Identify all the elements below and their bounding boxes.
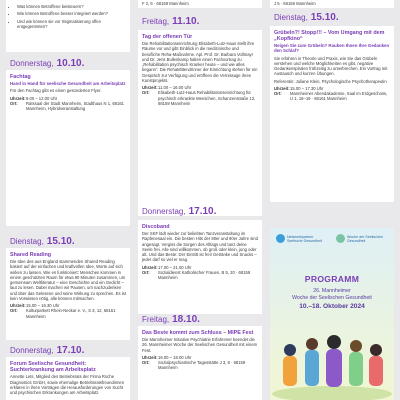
place-label: Ort: (274, 91, 282, 97)
time-value: 11.00 – 16.00 Uhr (158, 85, 192, 91)
people-illustration (270, 316, 394, 400)
time-label: Uhrzeit: (10, 303, 26, 309)
day-date: 15.10. (46, 236, 75, 247)
event-text: Sie erfahren in Theorie und Praxis, wie Sie das Grübeln verstehen und welche Möglichkeiten es gibt, negative Gedankenspiralen frühzeitig zu unterbrechen. Ein Vortrag mit Austausch und kurzen Übungen. (274, 55, 388, 77)
logo-mark-icon (276, 234, 285, 243)
time-value: 17.00 – 21.00 Uhr (158, 264, 192, 270)
event-title: Tag der offenen Tür (142, 34, 193, 40)
day-date: 10.10. (56, 58, 85, 69)
event-title: Das Beste kommt zum Schluss – MIPE Fest (142, 330, 254, 336)
place-label: Ort: (142, 269, 150, 275)
place-label: Ort: (142, 360, 150, 366)
person-head (370, 344, 382, 356)
event-title: Grübeln?! Stopp!!! – Vom Umgang mit dem „Kopfkino“ (274, 30, 385, 43)
place-value: Kulturparkett Rhein-Neckar e. V., S 3, 12, 68161 Mannheim (26, 308, 116, 319)
event-card-mipe-fest (138, 326, 262, 400)
logo-text: Netzwerkpartner Seelische Gesundheit (287, 234, 322, 243)
event-subtitle: Neigen Sie zum Grübeln? Rauben Ihnen Ihre Gedanken den Schlaf? (274, 43, 390, 54)
place-label: Ort: (142, 90, 150, 96)
day-date: 18.10. (172, 314, 200, 325)
address-text: F 2, 6 · 68159 Mannheim (142, 1, 189, 6)
place-value: Sozialpsychiatrische Tagesstätte J 3, 8 · 68159 Mannheim (158, 360, 246, 371)
time-label: Uhrzeit: (274, 85, 290, 91)
logo-woche (336, 234, 388, 243)
event-meta (10, 96, 126, 112)
place-value: Ratssaal der Stadt Mannheim, Stadthaus N 1, 68161 Mannheim, Hybridveranstaltung (26, 100, 124, 112)
column-1 (6, 0, 130, 400)
program-line-2: Woche der Seelischen Gesundheit (292, 294, 372, 301)
day-name: Donnerstag, (10, 346, 54, 355)
program-dates: 10.–18. Oktober 2024 (299, 303, 365, 310)
event-text: Der SKF lädt wieder zur beliebten Tanzveranstaltung im Rapfenesaal ein. Die besten Hits der 80er und 90er Jahre sind angesagt. Vergiss die Sorgen des Alltags und tanz deine Seele frei. Alle sind willkommen, ob groß oder klein, jung oder alt. Und das Beste: Der Eintritt ist frei! Getränke und Snacks – jeder darf so viel er mag. (142, 231, 258, 263)
intro-card (6, 0, 130, 52)
event-meta (142, 265, 258, 281)
person-body (326, 349, 342, 387)
event-title: Discoband (142, 224, 170, 230)
time-value: 15.00 – 16.30 Uhr (26, 303, 60, 309)
event-text: Für den Fachtag gibt es einen gesonderten Flyer. (10, 88, 102, 94)
bullet: • Was können Betroffene beisteuern? (17, 4, 126, 9)
event-meta (142, 85, 258, 106)
event-speaker: Referentin: Juliane Klein, Psychologische Psychotherapeutin (274, 78, 387, 84)
day-name: Donnerstag, (10, 59, 54, 68)
day-header (138, 314, 204, 325)
person-head (350, 340, 362, 352)
day-header (138, 16, 203, 27)
ground-shape (272, 386, 392, 400)
time-value: 15.00 – 17.30 Uhr (290, 85, 324, 91)
program-line-1: 26. Mannheimer (313, 288, 351, 294)
time-value: 16.00 – 18.00 Uhr (158, 354, 192, 360)
event-card-gruebeln (270, 26, 394, 202)
intro-bullets (10, 4, 126, 29)
person-head (327, 335, 341, 349)
day-name: Dienstag, (274, 13, 308, 22)
day-name: Freitag, (142, 17, 170, 26)
place-value: Sozialdienst Katholischer Frauen, B 5, 20 · 68159 Mannheim (158, 269, 251, 281)
column-2 (138, 0, 262, 400)
time-label: Uhrzeit: (142, 85, 158, 91)
place-label: Ort: (10, 100, 18, 106)
logo-mark-icon (336, 234, 345, 243)
event-card-fachtag (6, 70, 130, 226)
time-value: 9.00 – 12.00 Uhr (26, 95, 58, 101)
program-heading: PROGRAMM (304, 274, 360, 284)
column-3 (270, 0, 394, 400)
person-body (349, 352, 363, 386)
event-card-open-day (138, 30, 262, 216)
place-value: Elisabeth-Lutz-Haus Rehabilitationseinrichtung für psychisch erkrankte Menschen, Schanzenstraße 13, 68159 Mannheim (158, 90, 256, 106)
event-title: Forum Seelische Gesundheit: Suchterkrankung am Arbeitsplatz (10, 361, 96, 374)
bullet: • Und wie können sie vor Stigmatisierung offen entgegentreten? (17, 19, 126, 30)
event-meta (142, 355, 258, 371)
event-meta (10, 303, 126, 319)
day-name: Freitag, (142, 315, 170, 324)
day-header (138, 206, 220, 217)
program-lines (270, 288, 394, 302)
bullet: • Wie können Betroffene besser integriert werden? (17, 11, 126, 16)
program-cover (270, 228, 394, 400)
day-header (6, 236, 79, 247)
event-text: Die Idee des aus England stammenden Shared Reading basiert auf der einfachen und kraftvollen Idee, Worte auf sich wirken zu lassen. Wie es funktioniert: Menschen kommen in einem geschützten Raum für etwa 90 Minuten zusammen, um gemeinsam Weltliteratur – eine Geschichte und ein Gedicht – laut zu lesen. Dabei machen wir Pausen, um nachzudenken und über das Gelesene und seine Wirkung zu sprechen. Es ist kein Vorwissen nötig, alle können mitmachen. (10, 259, 126, 301)
day-header (6, 58, 88, 69)
event-card-discoband (138, 220, 262, 314)
top-address-card (270, 0, 394, 8)
event-text: Annette Lets, Mitglied des Betriebsrats der Firma Roche Diagnostics GmbH, sowie ehemalige Betriebsratsfreundinnen erklären in ihren Vorträgen die Herausforderungen von Sucht und psychischen Erkrankungen am Arbeitsplatz. (10, 374, 125, 396)
day-date: 17.10. (56, 345, 85, 356)
event-title: Fachtag (10, 74, 31, 80)
place-label: Ort: (10, 308, 18, 314)
event-text: Die Rehabilitationseinrichtung Elisabeth-Lutz-Haus stellt ihre Räume vor und gibt Einblick in die medizinische und berufliche Reha-Maßnahme. Apl. Prof. Dr. Barbara Vollmayr und Dr. Jens Bullenkamp halten einen Fachvortrag zu „Rehabilitation psychisch Kranker heute – und wie alles begann“. Die RehaMittendrinner der Einrichtung stehen für ein Gespräch zur Verfügung und eröffnen die Vernissage ihres Kunstprojekts. (142, 41, 258, 83)
logo-text: Woche der Seelischen Gesundheit (347, 234, 383, 243)
day-header (270, 12, 343, 23)
event-title: Shared Reading (10, 252, 52, 258)
person-head (306, 338, 318, 350)
time-label: Uhrzeit: (142, 354, 158, 360)
event-card-forum (6, 357, 130, 400)
event-subtitle: Hand in Hand für seelische Gesundheit am Arbeitsplatz (10, 81, 126, 87)
day-header (6, 345, 88, 356)
logos (276, 234, 388, 243)
logo-netzwerk (276, 234, 328, 243)
person-body (283, 356, 297, 386)
day-date: 15.10. (310, 12, 339, 23)
day-name: Dienstag, (10, 237, 44, 246)
time-label: Uhrzeit: (142, 264, 158, 270)
day-date: 17.10. (188, 206, 217, 217)
person-body (305, 350, 319, 386)
time-label: Uhrzeit: (10, 95, 26, 101)
event-card-shared-reading (6, 248, 130, 340)
address-text: J 5 · 68159 Mannheim (274, 1, 316, 6)
person-body (369, 356, 383, 386)
top-address-card (138, 0, 262, 8)
day-name: Donnerstag, (142, 207, 186, 216)
event-text: Die Mannheimer Initiative Psychiatrie Erfahrener beendet die 26. Mannheimer Woche der Seelischen Gesundheit mit einem Fest. (142, 337, 258, 353)
event-meta (274, 86, 390, 102)
day-date: 11.10. (172, 16, 200, 27)
person-head (284, 344, 296, 356)
place-value: Mannheimer Abendakademie, Saal im Erdgeschoss, U 1, 16–19 · 68161 Mannheim (290, 91, 388, 102)
